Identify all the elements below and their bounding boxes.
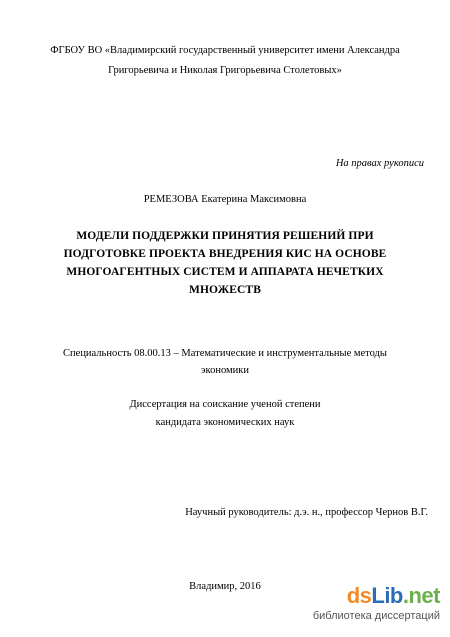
supervisor-line: Научный руководитель: д.э. н., профессор Чернов В.Г. — [185, 507, 428, 518]
title-line-2: ПОДГОТОВКЕ ПРОЕКТА ВНЕДРЕНИЯ КИС НА ОСНОВЕ — [63, 248, 387, 260]
specialty-line-2: экономики — [201, 365, 249, 376]
watermark-subtitle: библиотека диссертаций — [312, 610, 440, 622]
city-year: Владимир, 2016 — [189, 581, 261, 592]
dslib-watermark — [310, 584, 440, 630]
organization-line-2: Григорьевича и Николая Григорьевича Столетовых» — [108, 65, 342, 76]
title-line-4: МНОЖЕСТВ — [189, 284, 261, 296]
specialty-line-1: Специальность 08.00.13 – Математические и инструментальные методы — [63, 348, 387, 359]
logo-net-part: .net — [402, 583, 440, 608]
title-line-1: МОДЕЛИ ПОДДЕРЖКИ ПРИНЯТИЯ РЕШЕНИЙ ПРИ — [76, 230, 374, 242]
title-line-3: МНОГОАГЕНТНЫХ СИСТЕМ И АППАРАТА НЕЧЕТКИХ — [66, 266, 384, 278]
organization-line-1: ФГБОУ ВО «Владимирский государственный университет имени Александра — [50, 45, 400, 56]
logo-ds-part: ds — [346, 583, 372, 608]
dslib-logo — [347, 584, 440, 608]
degree-line-1: Диссертация на соискание ученой степени — [129, 399, 321, 410]
author-name: РЕМЕЗОВА Екатерина Максимовна — [143, 194, 307, 205]
degree-line-2: кандидата экономических наук — [155, 417, 295, 428]
rights-note: На правах рукописи — [335, 158, 424, 169]
logo-lib-part: Lib — [371, 583, 403, 608]
